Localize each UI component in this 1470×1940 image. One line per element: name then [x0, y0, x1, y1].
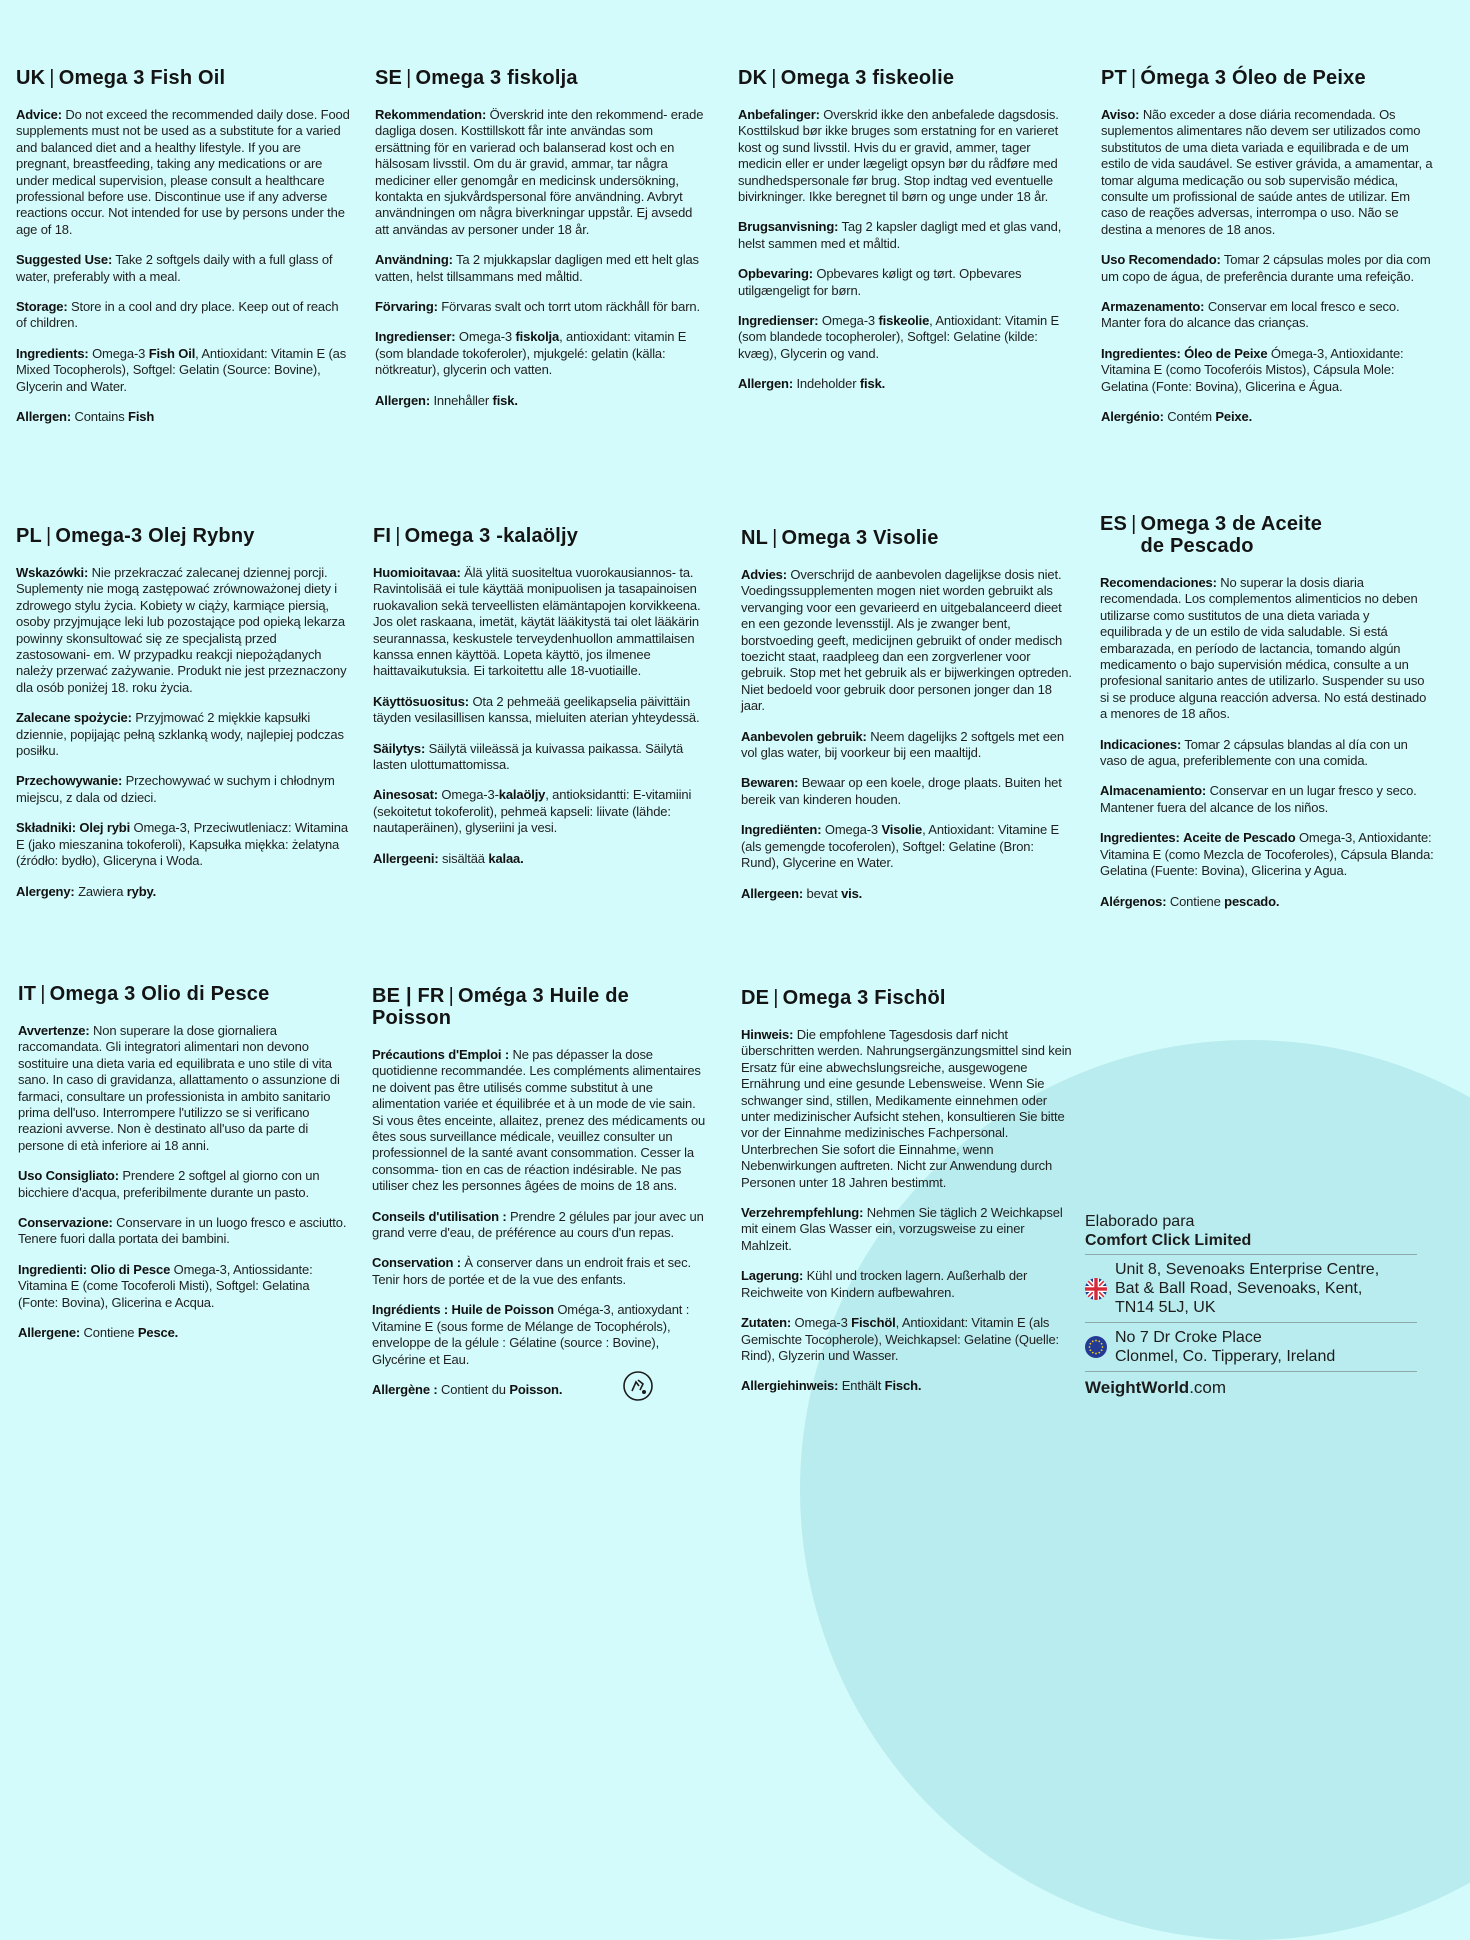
paragraph-bold: pescado.: [1224, 893, 1280, 909]
paragraph: [16, 884, 350, 900]
paragraph: [1101, 252, 1435, 285]
paragraph-label: Hinweis:: [741, 1027, 794, 1042]
paragraph: [16, 710, 350, 759]
paragraph-text: Överskrid inte den rekommend- erade dagliga dosen. Kosttillskott får inte användas som ersättning för en varierad och balanserad kost och en hälsosam livsstil. Om du är gravid, ammar, tar några mediciner eller genomgår en medicinsk undersökning, kontakta en sjukvårdspersonal före användning. Avbryt användningen om några biverkningar uppstår. Ej avsedd att användas av personer under 18 år.: [375, 107, 704, 237]
company-info: [1085, 1212, 1417, 1397]
paragraph-text: Não exceder a dose diária recomendada. Os suplementos alimentares não devem ser utilizados como substitutos de uma dieta variada e equilibrada e de um estilo de vida saudável. Se estiver grávida, a amamentar, a tomar alguma medicação ou sob supervisão médica, consulte um profissional de saúde antes de utilizar. Em caso de reações adversas, interrompa o uso. Não se destina a menores de 18 anos.: [1101, 107, 1433, 237]
paragraph: [16, 409, 350, 425]
paragraph: [738, 219, 1072, 252]
paragraph-text: Die empfohlene Tagesdosis darf nicht überschritten werden. Nahrungsergänzungsmittel sind kein Ersatz für eine abwechslungsreiche, ausgewogene Ernährung und eine gesunde Lebensweise. Wenn Sie schwanger sind, stillen, Medikamente einnehmen oder unter medizinischer Aufsicht stehen, konsultieren Sie bitte vor der Einnahme medizinisches Fachpersonal. Unterbrechen Sie sofort die Einnahme, wenn Nebenwirkungen auftreten. Nicht zur Anwendung durch Personen unter 18 Jahren bestimmt.: [741, 1027, 1072, 1190]
paragraph-text: Store in a cool and dry place. Keep out of reach of children.: [16, 299, 339, 331]
paragraph: [1101, 409, 1435, 425]
paragraph-label: Allergeen:: [741, 885, 804, 901]
section-title: BE | FR | Oméga 3 Huile de Poisson: [372, 985, 630, 1029]
ie-address-line-2: Clonmel, Co. Tipperary, Ireland: [1115, 1348, 1336, 1365]
paragraph-bold: Huile de Poisson: [451, 1302, 554, 1318]
paragraph-text: Non superare la dose giornaliera raccomandata. Gli integratori alimentari non devono sostituire una dieta varia ed equilibrata e uno stile di vita sano. In caso di gravidanza, allattamento o assunzione di farmaci, consultare un professionista in ambito sanitario prima dell'uso. Interrompere l'utilizzo se si verificano reazioni avverse. Non è destinato all'uso da parte di persone di età inferiore ai 18 anni.: [18, 1023, 340, 1153]
paragraph: [741, 1027, 1075, 1191]
uk-address: [1085, 1257, 1417, 1320]
paragraph-bold: kalaa.: [488, 850, 524, 866]
paragraph-pre: Contém: [1163, 409, 1216, 425]
paragraph-text: Älä ylitä suositeltua vuorokausiannos- ta. Ravintolisää ei tule käyttää monipuolisen ja tasapainoisen ruokavalion sekä terveellisten elämäntapojen korvikkeena. Jos olet raskaana, imetät, käytät lääkitystä tai olet lääkärin seurannassa, keskustele terveydenhuollon ammattilaisen kanssa ennen käyttöä. Lopeta käyttö, jos ilmenee haittavaikutuksia. Ei tarkoitettu alle 18-vuotiaille.: [373, 565, 701, 679]
paragraph: [1101, 299, 1435, 332]
paragraph-text: Oméga-3, antioxydant : Vitamine E (sous forme de Mélange de Tocophérols), enveloppe de la gélule : Gélatine (source : Bovine), Glycérine et Eau.: [372, 1302, 690, 1367]
paragraph-text: Ómega-3, Antioxidante: Vitamina E (como Tocoferóis Mistos), Cápsula Mole: Gelatina (Fonte: Bovina), Glicerina e Água.: [1101, 345, 1404, 394]
paragraph-text: Overschrijd de aanbevolen dagelijkse dosis niet. Voedingssupplementen mogen niet worden gebruikt als vervanging voor een gevarieerd en uitgebalanceerd dieet en een gezonde levensstijl. Als je zwanger bent, borstvoeding geeft, medicijnen gebruikt of onder medisch toezicht staat, raadpleeg dan een zorgverlener voor gebruik. Stop met het gebruik als er bijwerkingen optreden. Niet bedoeld voor gebruik door personen jonger dan 18 jaar.: [741, 567, 1072, 714]
paragraph-pre: Omega-3: [818, 313, 879, 329]
paragraph-label: Allergen:: [738, 376, 793, 392]
paragraph-text: Przyjmować 2 miękkie kapsułki dziennie, popijając pełną szklanką wody, najlepiej podczas posiłku.: [16, 710, 344, 759]
section-title: PL | Omega-3 Olej Rybny: [16, 525, 255, 547]
paragraph-pre: Omega-3: [821, 822, 882, 838]
paragraph: [741, 775, 1075, 808]
paragraph-bold: Fish: [128, 409, 155, 425]
language-code: DK: [738, 67, 768, 89]
paragraph-label: Advies:: [741, 567, 787, 582]
paragraph-label: Conservation :: [372, 1255, 461, 1271]
paragraph: [741, 729, 1075, 762]
language-code: DE: [741, 987, 770, 1009]
paragraph-label: Zalecane spożycie:: [16, 710, 132, 726]
section-title: DE | Omega 3 Fischöl: [741, 987, 946, 1009]
paragraph: [16, 299, 350, 332]
paragraph-pre: Omega-3-: [437, 787, 499, 803]
paragraph: [16, 252, 350, 285]
paragraph-text: Omega-3, Antiossidante: Vitamina E (come Tocoferoli Misti), Softgel: Gelatina (Fonte: Bovina), Glicerina e Acqua.: [18, 1261, 313, 1310]
eu-flag-icon: [1085, 1336, 1107, 1358]
paragraph-label: Conservazione:: [18, 1215, 113, 1231]
paragraph: [1100, 830, 1434, 879]
paragraph-label: Allergiehinweis:: [741, 1378, 839, 1394]
paragraph-pre: Omega-3: [791, 1315, 852, 1331]
paragraph-label: Storage:: [16, 299, 68, 315]
paragraph-pre: Omega-3: [455, 329, 516, 345]
paragraph-bold: Olej rybi: [79, 820, 131, 836]
paragraph-label: Huomioitavaa:: [373, 565, 461, 580]
section-title: ES | Omega 3 de Aceite de Pescado: [1100, 513, 1434, 557]
paragraph-label: Ingredientes:: [1100, 830, 1180, 846]
paragraph: [1101, 346, 1435, 395]
paragraph-label: Indicaciones:: [1100, 736, 1182, 752]
paragraph-label: Allergeeni:: [373, 850, 439, 866]
paragraph-text: Ne pas dépasser la dose quotidienne recommandée. Les compléments alimentaires ne doivent pas être utilisés comme substitut à une alimentation variée et équilibrée et à un mode de vie sain. Si vous êtes enceinte, allaitez, prenez des médicaments ou êtes sous surveillance médicale, veuillez consulter un professionnel de la santé avant consommation. Cesser la consomma- tion en cas de réaction indésirable. Ne pas utiliser chez les personnes âgées de moins de 18 ans.: [372, 1047, 706, 1194]
language-code: SE: [375, 67, 403, 89]
section-befr: [372, 985, 706, 1412]
section-title: PT | Ómega 3 Óleo de Peixe: [1101, 67, 1366, 89]
paragraph: [372, 1209, 706, 1242]
section-nl: [741, 527, 1075, 916]
paragraph-bold: fisk.: [492, 392, 518, 408]
paragraph-text: Ota 2 pehmeää geelikapselia päivittäin täyden vesilasillisen kanssa, mieluiten aterian yhteydessä.: [373, 693, 700, 726]
paragraph-text: , antioksidantti: E-vitamiini (sekoitetut tokoferolit), pehmeä kapseli: liivate (lähde: nautaperäinen), glyseriini ja vesi.: [373, 787, 692, 836]
paragraph-text: Nie przekraczać zalecanej dziennej porcji. Suplementy nie mogą zastępować zrównoważonej diety i zdrowego stylu życia. Kobiety w ciąży, karmiące piersią, osoby przyjmujące leki lub pozostające pod opieką lekarza powinny skonsultować się ze specjalistą przed zastosowani- em. W przypadku reakcji niepożądanych należy przerwać zażywanie. Produkt nie jest przeznaczony dla osób poniżej 18. roku życia.: [16, 565, 347, 695]
paragraph-pre: Contains: [71, 409, 129, 425]
paragraph-label: Ingredientes:: [1101, 345, 1181, 361]
product-title: Omega-3 Olej Rybny: [55, 525, 255, 547]
paragraph-text: Nehmen Sie täglich 2 Weichkapsel mit einem Glas Wasser ein, vorzugsweise zu einer Mahlzeit.: [741, 1205, 1063, 1253]
section-de: [741, 987, 1075, 1409]
paragraph-label: Ingredienti:: [18, 1261, 87, 1277]
paragraph-label: Allergene:: [18, 1325, 81, 1341]
language-code: UK: [16, 67, 46, 89]
paragraph: [18, 1023, 352, 1154]
paragraph-pre: Contient du: [437, 1381, 510, 1397]
paragraph-pre: bevat: [803, 885, 842, 901]
paragraph-bold: vis.: [841, 885, 863, 901]
uk-address-line-3: TN14 5LJ, UK: [1115, 1299, 1216, 1316]
paragraph-pre: Omega-3: [88, 345, 149, 361]
company-name: Comfort Click Limited: [1085, 1232, 1252, 1249]
paragraph-label: Almacenamiento:: [1100, 783, 1207, 799]
section-title: NL | Omega 3 Visolie: [741, 527, 939, 549]
paragraph-label: Alérgenos:: [1100, 893, 1167, 909]
paragraph: [373, 694, 707, 727]
paragraph-label: Aanbevolen gebruik:: [741, 728, 867, 744]
paragraph: [373, 851, 707, 867]
paragraph-label: Advice:: [16, 107, 62, 122]
section-title: FI | Omega 3 -kalaöljy: [373, 525, 579, 547]
paragraph-label: Förvaring:: [375, 299, 438, 315]
section-it: [18, 983, 352, 1356]
paragraph: [16, 773, 350, 806]
paragraph-label: Lagerung:: [741, 1268, 804, 1284]
paragraph-pre: Innehåller: [430, 392, 493, 408]
paragraph-pre: Contiene: [80, 1325, 138, 1341]
paragraph: [1100, 783, 1434, 816]
language-code: IT: [18, 983, 37, 1005]
paragraph: [738, 266, 1072, 299]
paragraph: [375, 329, 709, 378]
paragraph-text: Tomar 2 cápsulas moles por dia com um copo de água, de preferência durante uma refeição.: [1101, 252, 1431, 284]
section-se: [375, 67, 709, 423]
paragraph-label: Allergen:: [375, 392, 430, 408]
paragraph: [16, 565, 350, 696]
section-es: [1100, 513, 1434, 924]
paragraph: [372, 1302, 706, 1368]
paragraph-bold: Peixe.: [1215, 409, 1253, 425]
paragraph-text: , Antioxidant: Vitamine E (als gemengde tocoferolen), Softgel: Gelatine (Bron: Rund), Glycerine en Water.: [741, 822, 1060, 871]
paragraph-label: Składniki:: [16, 820, 76, 836]
paragraph-pre: sisältää: [438, 850, 489, 866]
paragraph-text: , antioxidant: vitamin E (som blandade tokoferoler), mjukgelé: gelatin (källa: nötkreatur), glycerin och vatten.: [375, 329, 687, 378]
paragraph-label: Allergen:: [16, 409, 71, 425]
paragraph: [738, 107, 1072, 205]
paragraph-label: Uso Consigliato:: [18, 1168, 119, 1184]
paragraph-label: Käyttösuositus:: [373, 693, 469, 709]
paragraph: [372, 1382, 706, 1398]
product-title: Omega 3 fiskolja: [415, 67, 578, 89]
paragraph-text: Do not exceed the recommended daily dose. Food supplements must not be used as a substitute for a varied and balanced diet and a healthy lifestyle. If you are pregnant, breastfeeding, taking any medications or are under medical supervision, please consult a healthcare professional before use. Discontinue use if any adverse reactions occur. Not intended for use by persons under the age of 18.: [16, 107, 350, 237]
paragraph-pre: Enthält: [838, 1378, 885, 1394]
paragraph-label: Rekommendation:: [375, 107, 487, 122]
language-code: ES: [1100, 513, 1128, 535]
paragraph-label: Recomendaciones:: [1100, 575, 1217, 590]
product-title: Omega 3 Visolie: [781, 527, 939, 549]
paragraph-bold: Fischöl: [851, 1315, 896, 1331]
paragraph: [16, 346, 350, 395]
paragraph: [741, 1205, 1075, 1254]
paragraph-text: Conservar en un lugar fresco y seco. Mantener fuera del alcance de los niños.: [1100, 783, 1417, 815]
paragraph-text: Prendre 2 gélules par jour avec un grand verre d'eau, de préférence au cours d'un repas.: [372, 1208, 704, 1241]
paragraph-text: Overskrid ikke den anbefalede dagsdosis. Kosttilskud bør ikke bruges som erstatning for en varieret kost og sund livsstil. Hvis du er gravid, ammer, tager medicin eller er under lægeligt opsyn bør du rådføre med sundhedspersonale før brug. Stop indtag ved eventuelle bivirkninger. Ikke beregnet til børn og unge under 18 år.: [738, 107, 1059, 205]
paragraph: [1100, 737, 1434, 770]
paragraph-text: , Antioxidant: Vitamin E (as Mixed Tocopherols), Softgel: Gelatin (Source: Bovine), Glycerin and Water.: [16, 345, 347, 394]
paragraph-bold: Fish Oil: [148, 345, 196, 361]
paragraph-label: Ingredienser:: [375, 329, 456, 345]
paragraph-label: Avvertenze:: [18, 1023, 90, 1038]
paragraph: [1100, 575, 1434, 723]
paragraph: [741, 886, 1075, 902]
paragraph-bold: Poisson.: [509, 1381, 563, 1397]
made-for-label: Elaborado para: [1085, 1213, 1195, 1230]
paragraph-label: Verzehrempfehlung:: [741, 1205, 864, 1221]
paragraph: [372, 1047, 706, 1195]
paragraph: [375, 393, 709, 409]
paragraph-text: Omega-3, Przeciwutleniacz: Witamina E (jako mieszanina tokoferoli), Kapsułka miękka: żelatyna (źródło: bydło), Gliceryna i Woda.: [16, 820, 348, 869]
product-title: Omega 3 Fischöl: [782, 987, 946, 1009]
paragraph-text: Prendere 2 softgel al giorno con un bicchiere d'acqua, preferibilmente durante un pasto.: [18, 1168, 320, 1200]
language-code: PL: [16, 525, 42, 547]
paragraph-bold: fiskolja: [515, 329, 560, 345]
paragraph: [16, 820, 350, 869]
paragraph-label: Ingredients:: [16, 345, 89, 361]
paragraph-label: Wskazówki:: [16, 565, 89, 580]
product-title: Omega 3 de Aceite de Pescado: [1140, 513, 1323, 557]
paragraph-label: Ingredienser:: [738, 313, 819, 329]
paragraph-text: Conservare in un luogo fresco e asciutto. Tenere fuori dalla portata dei bambini.: [18, 1215, 347, 1247]
paragraph-text: Säilytä viileässä ja kuivassa paikassa. Säilytä lasten ulottumattomissa.: [373, 740, 684, 773]
paragraph-text: Tag 2 kapsler dagligt med et glas vand, helst sammen med et måltid.: [738, 219, 1062, 251]
paragraph-bold: Óleo de Peixe: [1184, 345, 1268, 361]
paragraph-pre: Contiene: [1166, 893, 1225, 909]
paragraph-label: Säilytys:: [373, 740, 426, 756]
paragraph-text: Kühl und trocken lagern. Außerhalb der Reichweite von Kindern aufbewahren.: [741, 1268, 1028, 1300]
section-pl: [16, 525, 350, 914]
website-domain: .com: [1189, 1378, 1227, 1397]
paragraph-label: Uso Recomendado:: [1101, 252, 1221, 268]
paragraph-bold: ryby.: [126, 883, 157, 899]
website[interactable]: [1085, 1374, 1417, 1397]
paragraph-label: Allergène :: [372, 1381, 438, 1397]
paragraph: [741, 1315, 1075, 1364]
paragraph-text: Conservar em local fresco e seco. Manter fora do alcance das crianças.: [1101, 299, 1400, 331]
paragraph-label: Bewaren:: [741, 775, 799, 791]
paragraph-label: Ingrediënten:: [741, 822, 822, 838]
paragraph-text: Omega-3, Antioxidante: Vitamina E (como Mezcla de Tocoferoles), Cápsula Blanda: Gelatina (Fuente: Bovina), Glicerina y Agua.: [1100, 830, 1434, 879]
paragraph-label: Ingrédients :: [372, 1302, 449, 1318]
paragraph: [375, 299, 709, 315]
section-title: DK | Omega 3 fiskeolie: [738, 67, 955, 89]
paragraph: [18, 1168, 352, 1201]
ie-address-line-1: No 7 Dr Croke Place: [1115, 1329, 1262, 1346]
paragraph: [373, 565, 707, 680]
paragraph-bold: Olio di Pesce: [90, 1261, 171, 1277]
section-title: IT | Omega 3 Olio di Pesce: [18, 983, 270, 1005]
language-code: PT: [1101, 67, 1127, 89]
paragraph-bold: kalaöljy: [498, 787, 546, 803]
section-title: SE | Omega 3 fiskolja: [375, 67, 578, 89]
paragraph-text: , Antioxidant: Vitamin E (als Gemischte Tocopherole), Weichkapsel: Gelatine (Quelle: Rind), Glyzerin und Wasser.: [741, 1315, 1060, 1363]
paragraph-label: Précautions d'Emploi :: [372, 1047, 510, 1062]
paragraph-label: Opbevaring:: [738, 266, 813, 282]
paragraph: [373, 787, 707, 836]
paragraph-text: Bewaar op een koele, droge plaats. Buiten het bereik van kinderen houden.: [741, 775, 1062, 807]
section-pt: [1101, 67, 1435, 440]
paragraph: [741, 1268, 1075, 1301]
paragraph: [18, 1215, 352, 1248]
paragraph-text: À conserver dans un endroit frais et sec. Tenir hors de portée et de la vue des enfants.: [372, 1255, 691, 1287]
paragraph: [16, 107, 350, 238]
paragraph-pre: Zawiera: [74, 883, 127, 899]
paragraph: [738, 376, 1072, 392]
paragraph-bold: fisk.: [859, 376, 886, 392]
paragraph: [373, 741, 707, 774]
paragraph-text: Przechowywać w suchym i chłodnym miejscu, z dala od dzieci.: [16, 773, 335, 805]
paragraph-label: Conseils d'utilisation :: [372, 1208, 507, 1224]
uk-address-line-2: Bat & Ball Road, Sevenoaks, Kent,: [1115, 1280, 1363, 1297]
paragraph: [18, 1325, 352, 1341]
paragraph-text: Ta 2 mjukkapslar dagligen med ett helt glas vatten, helst tillsammans med måltid.: [375, 252, 699, 284]
paragraph-bold: Visolie: [881, 822, 923, 838]
product-title: Ómega 3 Óleo de Peixe: [1140, 67, 1366, 89]
website-brand: WeightWorld: [1085, 1378, 1190, 1397]
paragraph-pre: Indeholder: [793, 376, 860, 392]
uk-address-line-1: Unit 8, Sevenoaks Enterprise Centre,: [1115, 1261, 1380, 1278]
paragraph-text: Opbevares køligt og tørt. Opbevares utilgængeligt for børn.: [738, 266, 1022, 298]
paragraph-text: Tomar 2 cápsulas blandas al día con un vaso de agua, preferiblemente con una comida.: [1100, 736, 1408, 769]
paragraph-bold: fiskeolie: [878, 313, 930, 329]
paragraph-label: Alergénio:: [1101, 409, 1164, 425]
paragraph: [1101, 107, 1435, 238]
paragraph: [1100, 894, 1434, 910]
paragraph: [375, 107, 709, 238]
paragraph-text: Take 2 softgels daily with a full glass of water, preferably with a meal.: [16, 252, 333, 284]
paragraph: [741, 1378, 1075, 1394]
paragraph: [741, 567, 1075, 715]
paragraph: [372, 1255, 706, 1288]
language-code: BE | FR: [372, 985, 445, 1007]
paragraph-label: Aviso:: [1101, 107, 1140, 122]
section-dk: [738, 67, 1072, 407]
paragraph-label: Anbefalinger:: [738, 107, 820, 122]
product-title: Oméga 3 Huile de Poisson: [372, 985, 630, 1029]
paragraph-label: Alergeny:: [16, 883, 75, 899]
paragraph-text: Neem dagelijks 2 softgels met een vol glas water, bij voorkeur bij een maaltijd.: [741, 728, 1064, 761]
paragraph-label: Brugsanvisning:: [738, 219, 839, 235]
product-title: Omega 3 -kalaöljy: [404, 525, 579, 547]
language-code: NL: [741, 527, 769, 549]
section-title: UK | Omega 3 Fish Oil: [16, 67, 226, 89]
paragraph: [375, 252, 709, 285]
paragraph-bold: Fisch.: [884, 1378, 922, 1394]
paragraph-label: Suggested Use:: [16, 252, 113, 268]
language-code: FI: [373, 525, 392, 547]
paragraph-label: Przechowywanie:: [16, 773, 123, 789]
product-title: Omega 3 Olio di Pesce: [49, 983, 270, 1005]
uk-flag-icon: [1085, 1278, 1107, 1300]
paragraph-label: Ainesosat:: [373, 787, 438, 803]
paragraph: [741, 822, 1075, 871]
product-title: Omega 3 Fish Oil: [58, 67, 226, 89]
paragraph-bold: Pesce.: [137, 1325, 179, 1341]
paragraph-label: Zutaten:: [741, 1315, 792, 1331]
paragraph-bold: Aceite de Pescado: [1183, 830, 1296, 846]
paragraph-label: Armazenamento:: [1101, 299, 1205, 315]
product-title: Omega 3 fiskeolie: [780, 67, 955, 89]
paragraph-text: Förvaras svalt och torrt utom räckhåll för barn.: [437, 299, 700, 315]
ie-address: [1085, 1325, 1417, 1369]
paragraph: [738, 313, 1072, 362]
section-fi: [373, 525, 707, 881]
paragraph-text: No superar la dosis diaria recomendada. Los complementos alimenticios no deben utilizarse como sustitutos de una dieta variada y equilibrada y de un estilo de vida saludable. Si está embarazada, en período de lactancia, tomando algún medicamento o bajo supervisión médica, consulte a un profesional sanitario antes de utilizarlo. Suspender su uso si se produce alguna reacción adversa. No está destinado a menores de 18 años.: [1100, 575, 1427, 722]
paragraph: [18, 1262, 352, 1311]
recycle-icon: [622, 1370, 654, 1402]
paragraph-label: Användning:: [375, 252, 453, 268]
paragraph-text: , Antioxidant: Vitamin E (som blandede tocopheroler), Softgel: Gelatine (kilde: kvæg), Glycerin og vand.: [738, 313, 1060, 361]
section-uk: [16, 67, 350, 440]
